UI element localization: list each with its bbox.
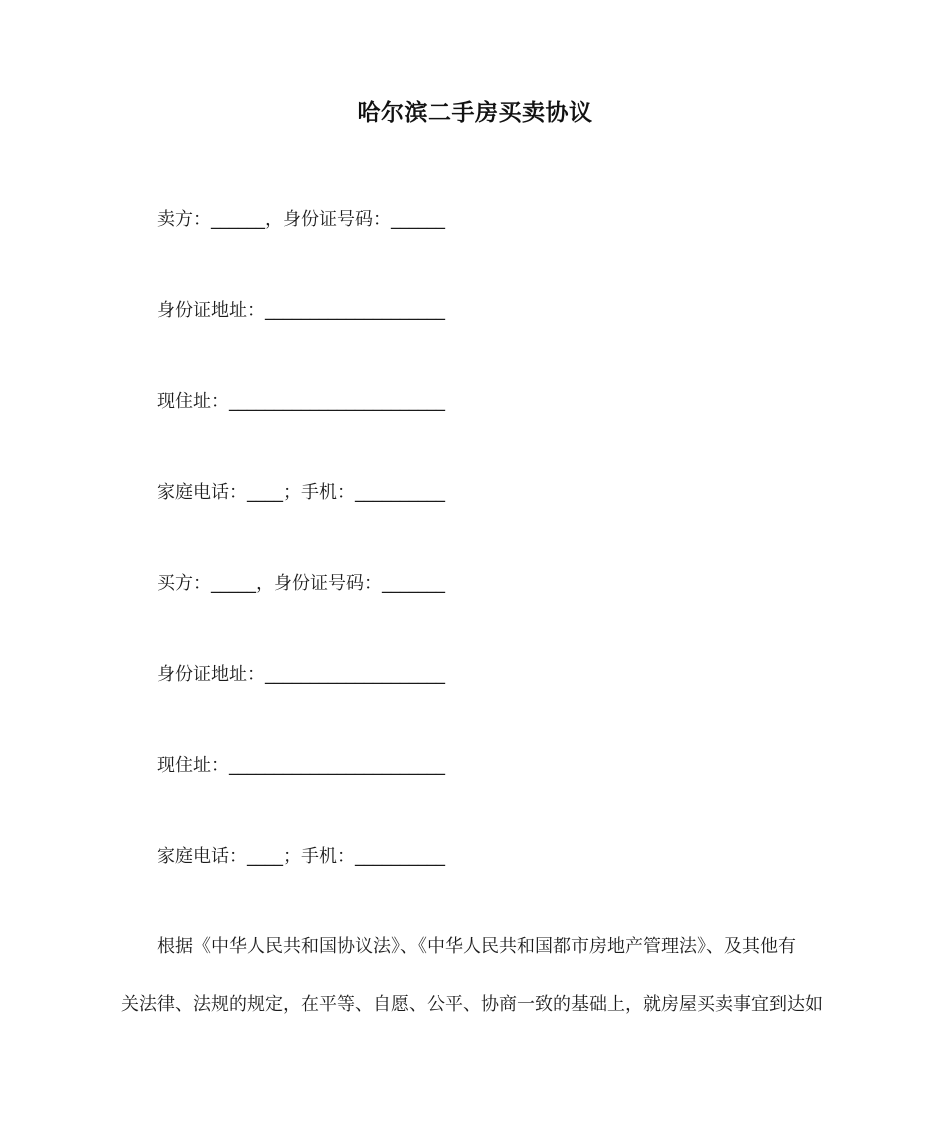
intro-paragraph-line-2: 关法律、法规的规定，在平等、自愿、公平、协商一致的基础上，就房屋买卖事宜到达如 (121, 994, 823, 1015)
buyer-name-id-line: 买方：_____，身份证号码：_______ (157, 573, 445, 594)
seller-name-id-line: 卖方：______，身份证号码：______ (157, 209, 445, 230)
intro-paragraph-line-1: 根据《中华人民共和国协议法》、《中华人民共和国都市房地产管理法》、及其他有 (157, 936, 796, 957)
seller-id-address-line: 身份证地址：____________________ (157, 300, 445, 321)
seller-phone-line: 家庭电话：____；手机：__________ (157, 482, 445, 503)
document-title: 哈尔滨二手房买卖协议 (357, 100, 593, 126)
buyer-current-address-line: 现住址：________________________ (157, 755, 445, 776)
buyer-id-address-line: 身份证地址：____________________ (157, 664, 445, 685)
seller-current-address-line: 现住址：________________________ (157, 391, 445, 412)
buyer-phone-line: 家庭电话：____；手机：__________ (157, 846, 445, 867)
